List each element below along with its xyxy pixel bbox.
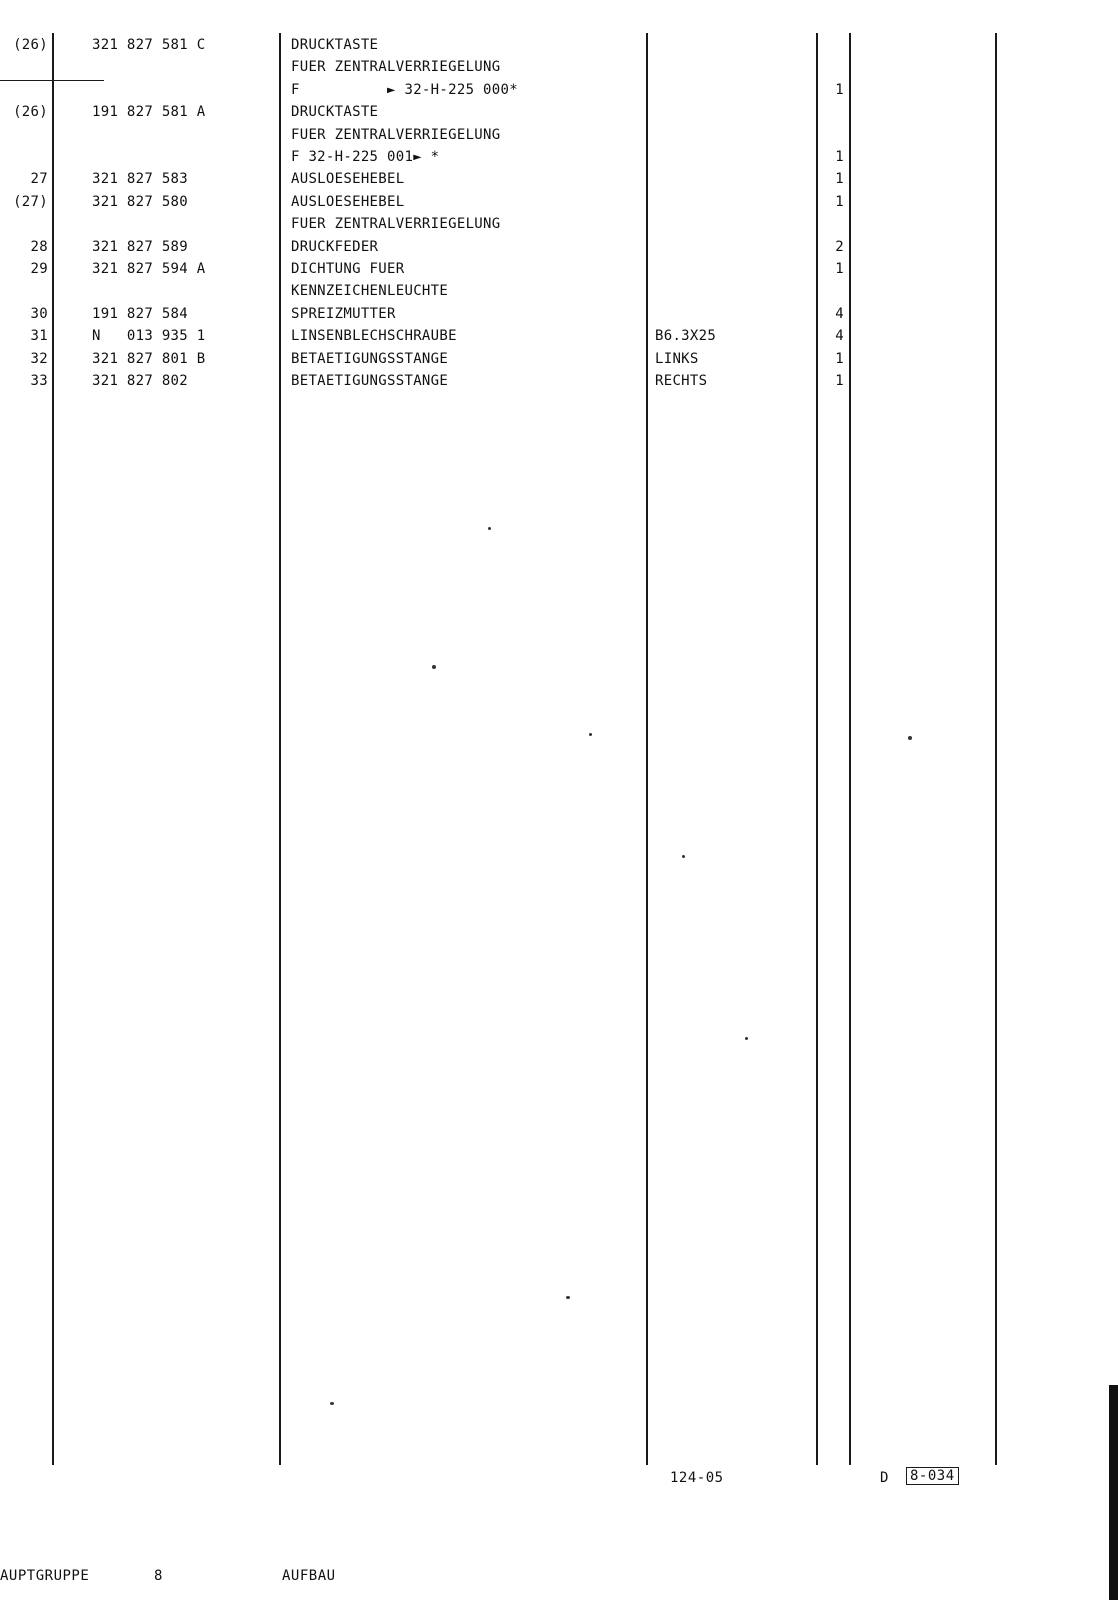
part-number: 191 827 584 bbox=[92, 305, 189, 322]
column-rule-5 bbox=[849, 33, 851, 1465]
quantity: 1 bbox=[835, 171, 844, 188]
item-number: 28 bbox=[30, 238, 48, 255]
quantity: 4 bbox=[835, 328, 844, 345]
part-number: 321 827 580 bbox=[92, 193, 189, 210]
description: AUSLOESEHEBEL bbox=[291, 171, 405, 188]
remark: B6.3X25 bbox=[655, 328, 717, 345]
quantity: 4 bbox=[835, 305, 844, 322]
column-rule-3 bbox=[646, 33, 648, 1465]
description: BETAETIGUNGSSTANGE bbox=[291, 373, 449, 389]
column-rule-2 bbox=[279, 33, 281, 1465]
group-number: 8 bbox=[154, 1568, 163, 1584]
description: DRUCKTASTE bbox=[291, 104, 379, 121]
quantity: 1 bbox=[835, 193, 844, 210]
scan-speck bbox=[908, 736, 912, 740]
description: LINSENBLECHSCHRAUBE bbox=[291, 328, 457, 345]
description: DICHTUNG FUER bbox=[291, 261, 405, 277]
quantity: 1 bbox=[835, 261, 844, 277]
part-number: 321 827 801 B bbox=[92, 350, 206, 367]
language-code: D bbox=[880, 1470, 889, 1486]
scan-edge-shadow bbox=[1109, 1385, 1118, 1600]
quantity: 1 bbox=[835, 373, 844, 389]
part-number: 321 827 589 bbox=[92, 238, 189, 255]
part-number: 321 827 583 bbox=[92, 171, 189, 188]
quantity: 2 bbox=[835, 238, 844, 255]
quantity: 1 bbox=[835, 149, 844, 165]
scan-speck bbox=[488, 527, 491, 530]
group-name: AUFBAU bbox=[282, 1568, 336, 1584]
part-number: 321 827 581 C bbox=[92, 37, 206, 53]
group-label: AUPTGRUPPE bbox=[0, 1568, 90, 1584]
description: FUER ZENTRALVERRIEGELUNG bbox=[291, 59, 501, 76]
page-reference: 8-034 bbox=[906, 1467, 959, 1485]
item-number: 33 bbox=[30, 373, 48, 389]
description: FUER ZENTRALVERRIEGELUNG bbox=[291, 216, 501, 233]
scan-speck bbox=[330, 1402, 334, 1405]
item-number: 32 bbox=[30, 350, 48, 367]
description: AUSLOESEHEBEL bbox=[291, 193, 405, 210]
scan-speck bbox=[566, 1296, 570, 1299]
item-number: (27) bbox=[13, 193, 48, 210]
part-number: 321 827 594 A bbox=[92, 261, 206, 277]
quantity: 1 bbox=[835, 81, 844, 98]
column-rule-6 bbox=[995, 33, 997, 1465]
quantity: 1 bbox=[835, 350, 844, 367]
description: KENNZEICHENLEUCHTE bbox=[291, 283, 449, 300]
column-rule-1 bbox=[52, 33, 54, 1465]
description: BETAETIGUNGSSTANGE bbox=[291, 350, 449, 367]
part-number: 191 827 581 A bbox=[92, 104, 206, 121]
item-number: (26) bbox=[13, 104, 48, 121]
item-number: 27 bbox=[30, 171, 48, 188]
scan-speck bbox=[745, 1037, 748, 1040]
description: F 32-H-225 001► * bbox=[291, 149, 440, 165]
entry-separator bbox=[0, 80, 104, 81]
remark: RECHTS bbox=[655, 373, 708, 389]
description: FUER ZENTRALVERRIEGELUNG bbox=[291, 126, 501, 143]
page-code: 124-05 bbox=[670, 1470, 724, 1486]
description: DRUCKFEDER bbox=[291, 238, 379, 255]
item-number: 29 bbox=[30, 261, 48, 277]
item-number: 30 bbox=[30, 305, 48, 322]
scan-speck bbox=[682, 855, 685, 858]
part-number: 321 827 802 bbox=[92, 373, 189, 389]
column-rule-4 bbox=[816, 33, 818, 1465]
remark: LINKS bbox=[655, 350, 699, 367]
description: SPREIZMUTTER bbox=[291, 305, 396, 322]
scan-speck bbox=[432, 665, 436, 669]
part-number: N 013 935 1 bbox=[92, 328, 206, 345]
description: DRUCKTASTE bbox=[291, 37, 379, 53]
description: F ► 32-H-225 000* bbox=[291, 81, 518, 98]
scan-speck bbox=[589, 733, 592, 736]
item-number: (26) bbox=[13, 37, 48, 53]
item-number: 31 bbox=[30, 328, 48, 345]
